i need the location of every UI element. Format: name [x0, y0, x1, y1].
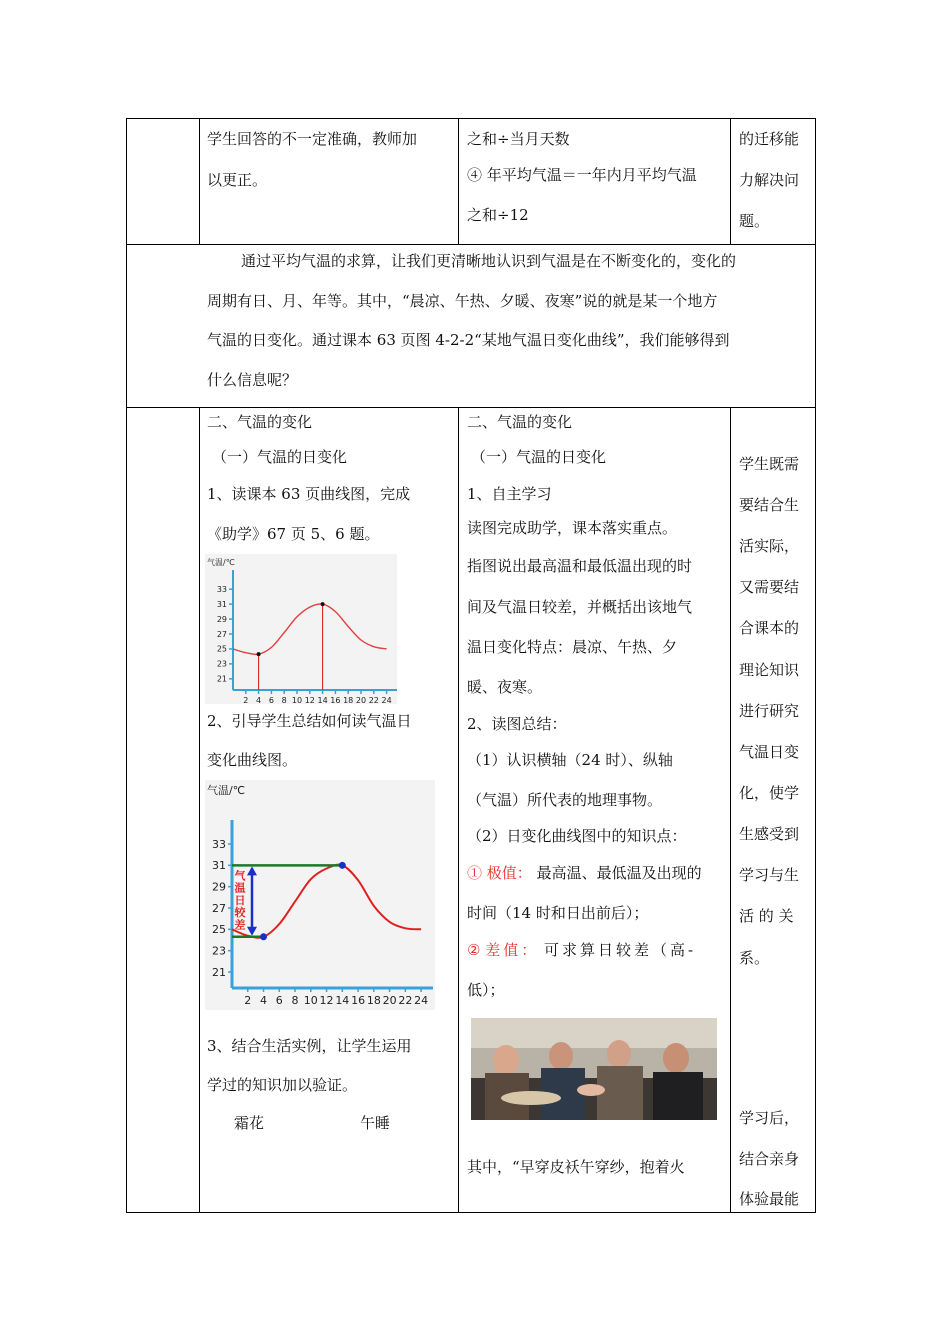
intent-text: 要结合生: [739, 496, 800, 514]
y-tick-label: 31: [216, 599, 227, 609]
table-border-left: [126, 118, 127, 1213]
table-border-top: [126, 118, 816, 119]
table-border-col4: [730, 118, 731, 245]
range-annotation-char: 温: [234, 881, 246, 895]
teacher-item: 2、引导学生总结如何读气温日: [207, 712, 412, 730]
y-tick-label: 27: [216, 629, 227, 639]
subsection-heading: （一）气温的日变化: [212, 448, 348, 466]
y-tick-label: 25: [216, 644, 227, 654]
extreme-label: 极值：: [486, 864, 532, 882]
intent-text: 活实际，: [739, 537, 800, 555]
x-tick-label: 14: [317, 696, 328, 704]
intent-text: 进行研究: [739, 702, 800, 720]
x-tick-label: 6: [275, 994, 283, 1007]
student-text: 温日变化特点：晨凉、午热、夕: [467, 638, 678, 656]
x-tick-label: 2: [244, 994, 252, 1007]
teacher-item: 变化曲线图。: [207, 751, 298, 769]
student-text: （2）日变化曲线图中的知识点：: [467, 827, 687, 845]
y-tick-label: 25: [212, 923, 226, 937]
caption-nap: 午睡: [360, 1114, 391, 1132]
intent-text: 结合亲身: [739, 1150, 800, 1168]
subsection-heading: （一）气温的日变化: [471, 448, 607, 466]
student-text: 之和÷12: [467, 206, 529, 224]
section-heading: 二、气温的变化: [207, 413, 313, 431]
intent-text: 活 的 关: [739, 907, 794, 925]
table-border-col4: [730, 407, 731, 1213]
student-text: 间及气温日较差，并概括出该地气: [467, 598, 693, 616]
extreme-line: [467, 863, 702, 883]
extreme-text: 最高温、最低温及出现的: [536, 864, 702, 882]
x-tick-label: 4: [260, 994, 268, 1007]
intent-text: 力解决问: [739, 171, 800, 189]
range-annotation-char: 气: [234, 869, 246, 883]
y-tick-label: 33: [212, 837, 226, 851]
y-tick-label: 29: [212, 880, 226, 894]
intent-text: 又需要结: [739, 578, 800, 596]
table-border-col2: [199, 118, 200, 245]
intent-text: 气温日变: [739, 743, 800, 761]
intent-text: 学生既需: [739, 455, 800, 473]
max-point: [321, 602, 325, 606]
elderly-people-photo: [471, 1018, 717, 1120]
intent-text: 题。: [739, 212, 770, 230]
temperature-chart-1: [205, 554, 397, 704]
x-tick-label: 22: [398, 994, 413, 1007]
difference-label: 差值：: [485, 941, 540, 959]
y-tick-label: 21: [212, 965, 226, 979]
intent-text: 的迁移能: [739, 130, 800, 148]
range-annotation-char: 较: [234, 906, 246, 920]
extreme-number: ①: [467, 864, 483, 882]
x-tick-label: 12: [304, 696, 315, 704]
student-text: ④ 年平均气温＝一年内月平均气温: [467, 166, 697, 184]
x-tick-label: 12: [319, 994, 334, 1007]
caption-frost: 霜花: [234, 1114, 265, 1132]
y-tick-label: 33: [216, 585, 227, 594]
table-row-divider: [126, 244, 816, 245]
x-tick-label: 8: [291, 994, 299, 1007]
intent-text: 合课本的: [739, 619, 800, 637]
x-tick-label: 24: [414, 994, 429, 1007]
section-heading: 二、气温的变化: [467, 413, 573, 431]
table-border-col2: [199, 407, 200, 1213]
min-point: [260, 933, 267, 940]
transition-paragraph: 通过平均气温的求算，让我们更清晰地认识到气温是在不断变化的，变化的: [241, 252, 737, 270]
y-tick-label: 23: [212, 944, 226, 958]
x-tick-label: 18: [366, 994, 381, 1007]
student-item: 1、自主学习: [467, 485, 552, 503]
intent-text: 生感受到: [739, 825, 800, 843]
difference-line: [467, 940, 696, 960]
teacher-item: 《助学》67 页 5、6 题。: [207, 525, 380, 543]
range-annotation-char: 日: [234, 893, 246, 907]
intent-text: 化，使学: [739, 784, 800, 802]
teacher-item: 学过的知识加以验证。: [207, 1076, 358, 1094]
table-border-col3: [458, 118, 459, 245]
student-item: 2、读图总结：: [467, 715, 567, 733]
x-tick-label: 24: [381, 696, 392, 704]
student-text: 之和÷当月天数: [467, 130, 570, 148]
intent-text: 理论知识: [739, 661, 800, 679]
max-point: [339, 862, 346, 869]
y-axis-label: 气温/℃: [207, 784, 246, 797]
intent-text: 学习后，: [739, 1109, 800, 1127]
x-tick-label: 6: [268, 696, 274, 704]
intent-text: 系。: [739, 949, 770, 967]
x-tick-label: 2: [243, 696, 249, 704]
x-tick-label: 16: [351, 994, 366, 1007]
teacher-item: 3、结合生活实例，让学生运用: [207, 1037, 412, 1055]
y-tick-label: 27: [212, 901, 226, 915]
student-text: 时间（14 时和日出前后）；: [467, 904, 649, 922]
table-row-divider: [126, 407, 816, 408]
y-tick-label: 21: [216, 674, 227, 684]
x-tick-label: 4: [256, 696, 262, 704]
intent-text: 体验最能: [739, 1190, 800, 1208]
x-tick-label: 16: [330, 696, 341, 704]
y-axis-label: 气温/℃: [207, 558, 235, 567]
x-tick-label: 18: [343, 696, 354, 704]
transition-paragraph: 什么信息呢？: [207, 371, 298, 389]
teacher-item: 1、读课本 63 页曲线图，完成: [207, 485, 411, 503]
y-tick-label: 31: [212, 859, 226, 873]
student-text: （1）认识横轴（24 时）、纵轴: [467, 751, 673, 769]
student-text: 暖、夜寒。: [467, 678, 543, 696]
x-tick-label: 8: [281, 696, 287, 704]
x-tick-label: 14: [335, 994, 350, 1007]
x-tick-label: 22: [368, 696, 379, 704]
student-text: 指图说出最高温和最低温出现的时: [467, 557, 693, 575]
x-tick-label: 20: [355, 696, 367, 704]
teacher-text: 学生回答的不一定准确，教师加: [207, 130, 418, 148]
y-tick-label: 29: [216, 614, 227, 624]
y-tick-label: 23: [216, 659, 227, 669]
teacher-text: 以更正。: [207, 171, 268, 189]
student-text: 低）；: [467, 981, 505, 999]
intent-text: 学习与生: [739, 866, 800, 884]
student-text: 读图完成助学，课本落实重点。: [467, 519, 678, 537]
difference-text: 可求算日较差（高-: [544, 941, 697, 959]
min-point: [257, 652, 261, 656]
x-tick-label: 20: [382, 994, 397, 1007]
student-text: 其中，“早穿皮袄午穿纱，抱着火: [467, 1158, 685, 1176]
x-tick-label: 10: [303, 994, 318, 1007]
temperature-chart-2: [205, 780, 435, 1010]
table-border-right: [815, 118, 816, 1213]
transition-paragraph: 气温的日变化。通过课本 63 页图 4-2-2“某地气温日变化曲线”，我们能够得到: [207, 331, 730, 349]
student-text: （气温）所代表的地理事物。: [467, 791, 663, 809]
range-annotation-char: 差: [234, 918, 246, 932]
difference-number: ②: [467, 941, 481, 959]
x-tick-label: 10: [291, 696, 303, 704]
transition-paragraph: 周期有日、月、年等。其中，“晨凉、午热、夕暖、夜寒”说的就是某一个地方: [207, 292, 718, 310]
table-border-col3: [458, 407, 459, 1213]
table-border-bottom: [126, 1212, 816, 1213]
